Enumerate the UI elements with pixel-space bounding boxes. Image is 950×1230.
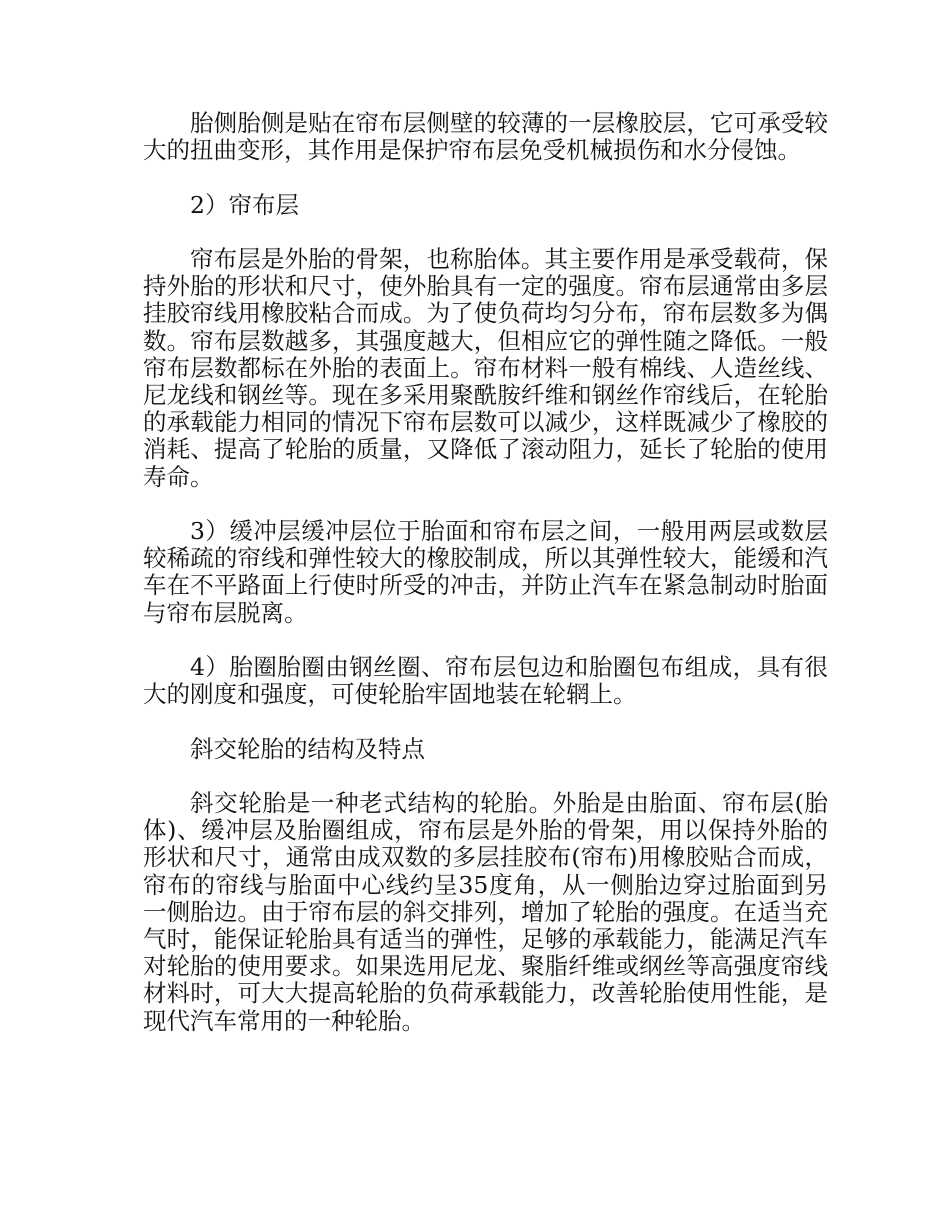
paragraph-breaker: 3）缓冲层缓冲层位于胎面和帘布层之间，一般用两层或数层较稀疏的帘线和弹性较大的橡胶制成，所以其弹性较大，能缓和汽车在不平路面上行使时所受的冲击，并防止汽车在紧急制动时胎面与帘布层脱离。 [143,517,828,627]
paragraph-bias-tire: 斜交轮胎是一种老式结构的轮胎。外胎是由胎面、帘布层(胎体)、缓冲层及胎圈组成，帘布层是外胎的骨架，用以保持外胎的形状和尺寸，通常由成双数的多层挂胶布(帘布)用橡胶贴合而成，帘布的帘线与胎面中心线约呈35度角，从一侧胎边穿过胎面到另一侧胎边。由于帘布层的斜交排列，增加了轮胎的强度。在适当充气时，能保证轮胎具有适当的弹性，足够的承载能力，能满足汽车对轮胎的使用要求。如果选用尼龙、聚脂纤维或纲丝等高强度帘线材料时，可大大提高轮胎的负荷承载能力，改善轮胎使用性能，是现代汽车常用的一种轮胎。 [143,788,828,1035]
paragraph-sidewall: 胎侧胎侧是贴在帘布层侧壁的较薄的一层橡胶层，它可承受较大的扭曲变形，其作用是保护帘布层免受机械损伤和水分侵蚀。 [143,109,828,165]
paragraph-ply: 帘布层是外胎的骨架，也称胎体。其主要作用是承受载荷，保持外胎的形状和尺寸，使外胎具有一定的强度。帘布层通常由多层挂胶帘线用橡胶粘合而成。为了使负荷均匀分布，帘布层数多为偶数。帘布层数越多，其强度越大，但相应它的弹性随之降低。一般帘布层数都标在外胎的表面上。帘布材料一般有棉线、人造丝线、尼龙线和钢丝等。现在多采用聚酰胺纤维和钢丝作帘线后，在轮胎的承载能力相同的情况下帘布层数可以减少，这样既减少了橡胶的消耗、提高了轮胎的质量，又降低了滚动阻力，延长了轮胎的使用寿命。 [143,244,828,491]
section-heading-bias-tire: 斜交轮胎的结构及特点 [190,734,425,763]
section-heading-ply: 2）帘布层 [190,190,299,219]
paragraph-bead: 4）胎圈胎圈由钢丝圈、帘布层包边和胎圈包布组成，具有很大的刚度和强度，可使轮胎牢固地装在轮辋上。 [143,653,828,709]
document-page [143,110,828,1062]
